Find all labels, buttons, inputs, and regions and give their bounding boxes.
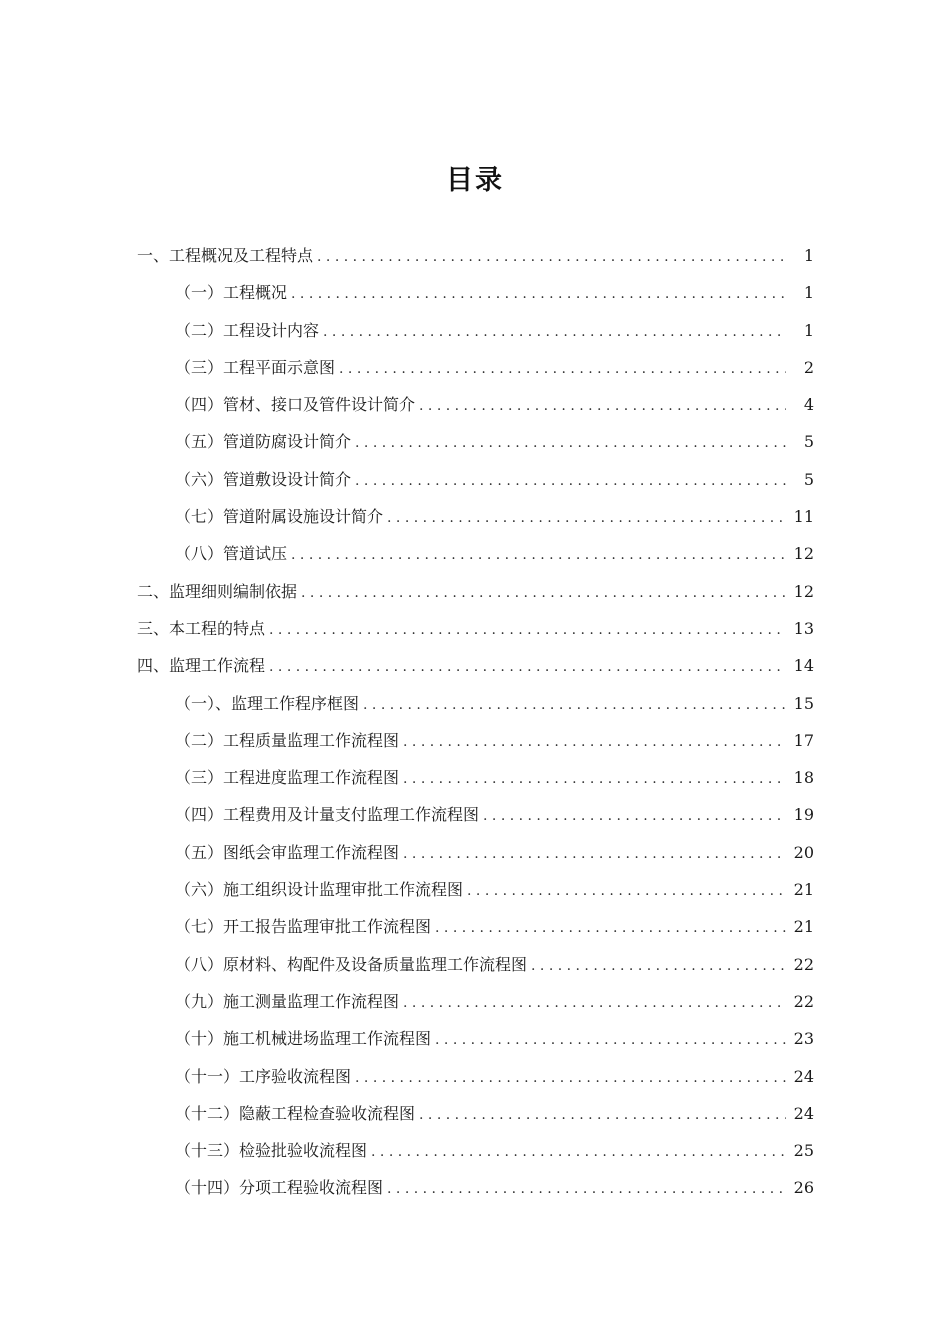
toc-entry-page-number: 1 [803,320,814,340]
toc-entry-page-number: 4 [803,395,814,415]
toc-entry-label: （九）施工测量监理工作流程图 [175,991,400,1011]
toc-entry-label: （十一）工序验收流程图 [175,1066,352,1086]
toc-entry[interactable] [137,871,814,908]
toc-entry-page-number: 2 [803,357,814,377]
toc-entry-page-number: 22 [793,954,814,974]
toc-dot-leader [403,985,786,1022]
toc-dot-leader [403,836,786,873]
toc-dot-leader [435,1022,786,1059]
toc-entry[interactable] [137,423,814,460]
toc-dot-leader [363,687,786,724]
toc-entry-page-number: 21 [793,880,814,900]
toc-entry-label: （三）工程进度监理工作流程图 [175,768,400,788]
toc-entry-page-number: 14 [793,656,814,676]
toc-entry[interactable] [137,386,814,423]
toc-entry[interactable] [137,498,814,535]
toc-entry-label: （一）、监理工作程序框图 [175,693,360,713]
toc-entry-page-number: 13 [793,618,814,638]
toc-entry-label: （七）开工报告监理审批工作流程图 [175,917,432,937]
toc-entry-page-number: 17 [793,730,814,750]
toc-entry-label: 三、本工程的特点 [137,618,266,638]
table-of-contents [137,237,814,1207]
toc-entry-page-number: 20 [793,842,814,862]
toc-entry[interactable] [137,535,814,572]
toc-dot-leader [269,612,786,649]
toc-dot-leader [317,239,786,276]
toc-entry-page-number: 24 [793,1066,814,1086]
toc-entry-page-number: 11 [793,507,814,527]
toc-entry-page-number: 24 [793,1103,814,1123]
toc-entry[interactable] [137,983,814,1020]
toc-entry-label: （十三）检验批验收流程图 [175,1141,368,1161]
toc-entry[interactable] [137,685,814,722]
toc-dot-leader [467,873,786,910]
toc-entry-page-number: 12 [793,581,814,601]
toc-dot-leader [291,276,786,313]
toc-entry[interactable] [137,946,814,983]
toc-dot-leader [355,1060,786,1097]
toc-entry-page-number: 5 [803,469,814,489]
toc-entry-label: （十四）分项工程验收流程图 [175,1178,384,1198]
toc-entry-label: （八）原材料、构配件及设备质量监理工作流程图 [175,954,528,974]
toc-dot-leader [419,388,786,425]
toc-entry[interactable] [137,349,814,386]
toc-dot-leader [387,500,786,537]
toc-dot-leader [355,463,786,500]
toc-entry[interactable] [137,1132,814,1169]
toc-dot-leader [435,910,786,947]
toc-entry-page-number: 21 [793,917,814,937]
toc-entry[interactable] [137,237,814,274]
toc-entry-label: （六）施工组织设计监理审批工作流程图 [175,880,464,900]
toc-entry-label: （六）管道敷设设计简介 [175,469,352,489]
toc-dot-leader [419,1097,786,1134]
toc-entry-page-number: 25 [793,1141,814,1161]
toc-dot-leader [291,537,786,574]
toc-dot-leader [403,724,786,761]
toc-entry[interactable] [137,461,814,498]
toc-entry[interactable] [137,312,814,349]
toc-entry-label: （十）施工机械进场监理工作流程图 [175,1029,432,1049]
toc-entry[interactable] [137,1020,814,1057]
toc-entry-page-number: 19 [793,805,814,825]
toc-entry[interactable] [137,834,814,871]
toc-entry-label: （五）图纸会审监理工作流程图 [175,842,400,862]
toc-entry-label: （三）工程平面示意图 [175,357,336,377]
toc-entry-page-number: 22 [793,991,814,1011]
toc-entry-label: 一、工程概况及工程特点 [137,246,314,265]
toc-entry[interactable] [137,1169,814,1206]
toc-entry[interactable] [137,1095,814,1132]
toc-dot-leader [269,649,786,686]
toc-entry-label: （二）工程设计内容 [175,320,320,340]
toc-dot-leader [323,314,786,351]
toc-dot-leader [387,1171,786,1208]
toc-entry[interactable] [137,722,814,759]
toc-dot-leader [339,351,786,388]
toc-entry-page-number: 5 [803,432,814,452]
toc-dot-leader [301,575,786,612]
toc-entry-label: 四、监理工作流程 [137,656,266,676]
toc-dot-leader [531,948,786,985]
toc-dot-leader [355,425,786,462]
toc-entry[interactable] [137,796,814,833]
toc-entry-page-number: 23 [793,1029,814,1049]
toc-entry[interactable] [137,1058,814,1095]
toc-entry-label: （二）工程质量监理工作流程图 [175,730,400,750]
toc-entry-page-number: 15 [793,693,814,713]
toc-entry-page-number: 18 [793,768,814,788]
toc-entry[interactable] [137,647,814,684]
toc-entry[interactable] [137,573,814,610]
toc-entry-page-number: 1 [803,283,814,303]
toc-entry-label: （七）管道附属设施设计简介 [175,507,384,527]
toc-dot-leader [371,1134,786,1171]
toc-entry-label: （四）工程费用及计量支付监理工作流程图 [175,805,480,825]
toc-dot-leader [403,761,786,798]
toc-entry-label: 二、监理细则编制依据 [137,581,298,601]
toc-entry[interactable] [137,274,814,311]
page-title: 目录 [446,165,504,196]
toc-entry-page-number: 12 [793,544,814,564]
toc-entry-label: （五）管道防腐设计简介 [175,432,352,452]
toc-entry-page-number: 1 [803,246,814,265]
toc-entry-page-number: 26 [793,1178,814,1198]
toc-entry[interactable] [137,610,814,647]
toc-dot-leader [483,798,786,835]
toc-entry-label: （八）管道试压 [175,544,288,564]
toc-entry-label: （十二）隐蔽工程检查验收流程图 [175,1103,416,1123]
toc-entry-label: （四）管材、接口及管件设计简介 [175,395,416,415]
toc-entry-label: （一）工程概况 [175,283,288,303]
toc-entry[interactable] [137,759,814,796]
toc-entry[interactable] [137,908,814,945]
